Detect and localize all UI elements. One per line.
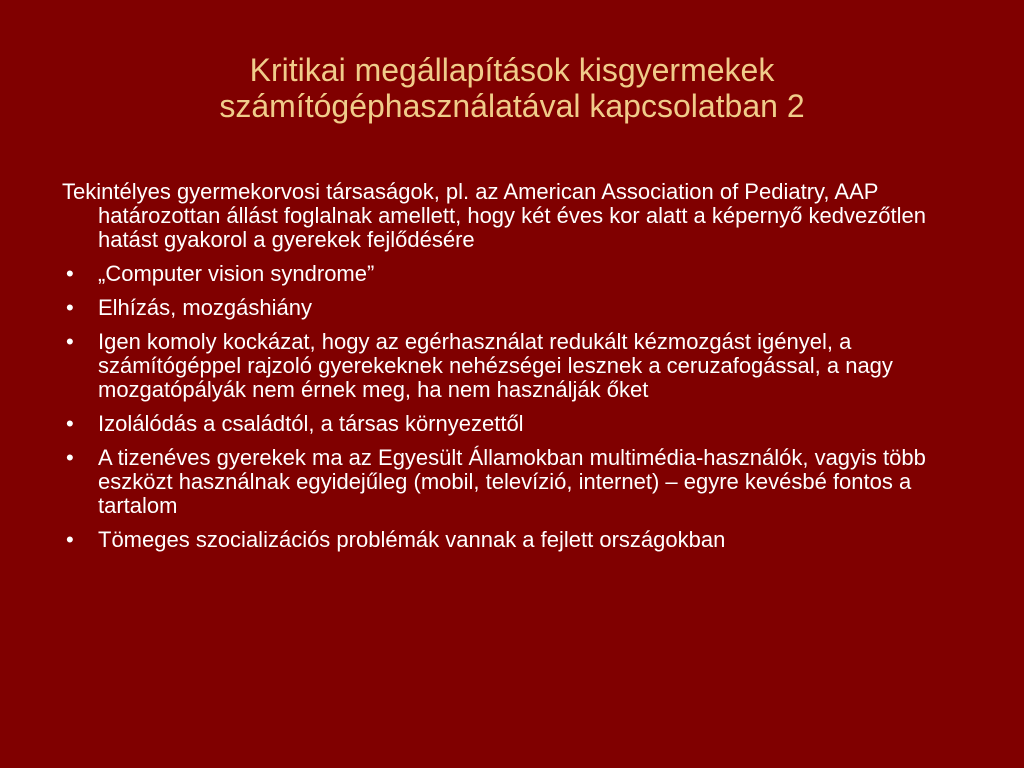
- list-item-text: A tizenéves gyerekek ma az Egyesült Államokban multimédia-használók, vagyis több eszközt használnak egyidejűleg (mobil, televízió, internet) – egyre kevésbé fontos a tartalom: [98, 445, 926, 518]
- bullet-marker: •: [66, 527, 74, 552]
- bullet-list: [62, 180, 982, 562]
- list-item-text: Izolálódás a családtól, a társas környezettől: [98, 411, 524, 436]
- list-item-text: Elhízás, mozgáshiány: [98, 295, 312, 320]
- bullet-marker: •: [66, 411, 74, 436]
- list-item-text: Igen komoly kockázat, hogy az egérhasználat redukált kézmozgást igényel, a számítógéppel rajzoló gyerekeknek nehézségei lesznek a ceruzafogással, a nagy mozgatópályák nem érnek meg, ha nem használják őket: [98, 329, 893, 402]
- slide-title: [60, 52, 964, 124]
- slide-title-line-1: Kritikai megállapítások kisgyermekek: [249, 52, 775, 88]
- list-item-text: „Computer vision syndrome”: [98, 261, 375, 286]
- bullet-marker: •: [66, 261, 74, 286]
- list-item: [62, 330, 982, 402]
- list-item: [62, 528, 982, 552]
- intro-paragraph: Tekintélyes gyermekorvosi társaságok, pl. az American Association of Pediatry, AAP határozottan állást foglalnak amellett, hogy két éves kor alatt a képernyő kedvezőtlen hatást gyakorol a gyerekek fejlődésére: [62, 179, 926, 252]
- list-item: [62, 412, 982, 436]
- list-item: [62, 262, 982, 286]
- bullet-marker: •: [66, 445, 74, 470]
- list-item: [62, 296, 982, 320]
- bullet-marker: •: [66, 295, 74, 320]
- bullet-marker: •: [66, 329, 74, 354]
- list-item-text: Tömeges szocializációs problémák vannak a fejlett országokban: [98, 527, 726, 552]
- slide-title-line-2: számítógéphasználatával kapcsolatban 2: [219, 88, 805, 124]
- list-item: [62, 446, 982, 518]
